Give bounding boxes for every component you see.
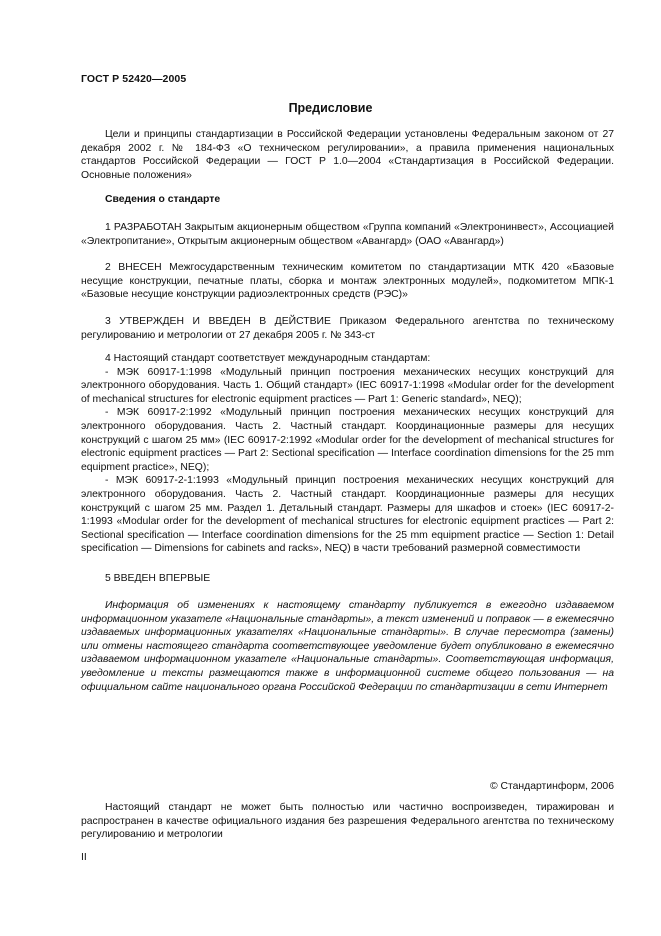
reproduction-notice-block [81,801,614,842]
page-number: II [81,852,87,863]
reproduction-notice: Настоящий стандарт не может быть полностью или частично воспроизведен, тиражирован и распространен в качестве официального издания без разрешения Федерального агентства по техническому регулированию и метрологии [81,802,614,841]
notice-paragraph: Информация об изменениях к настоящему стандарту публикуется в ежегодно издаваемом информационном указателе «Национальные стандарты», а текст изменений и поправок — в ежемесячно издаваемых информационных указателях «Национальные стандарты». В случае пересмотра (замены) или отмены настоящего стандарта соответствующее уведомление будет опубликовано в ежемесячно издаваемом информационном указателе «Национальные стандарты». Соответствующая информация, уведомление и тексты размещаются также в информационной системе общего пользования — на официальном сайте национального органа Российской Федерации по стандартизации в сети Интернет [81,600,614,693]
notice-block [81,599,614,694]
item-4-standard-1: - МЭК 60917-1:1998 «Модульный принцип построения механических несущих конструкций для электронного оборудования. Часть 1. Общий стандарт» (IEC 60917-1:1998 «Modular order for the development of mechanical structures for electronic equipment practices — Part 1: Generic standard», NEQ); [81,366,614,405]
item-2-block [81,261,614,302]
item-1-block [81,221,614,248]
item-5: 5 ВВЕДЕН ВПЕРВЫЕ [105,573,211,584]
standard-id-header: ГОСТ Р 52420—2005 [81,73,187,85]
page-title: Предисловие [288,101,373,115]
item-5-block [81,572,614,586]
info-heading: Сведения о стандарте [105,194,221,205]
item-3-block [81,315,614,342]
item-4-standard-3: - МЭК 60917-2-1:1993 «Модульный принцип построения механических несущих конструкций для электронного оборудования. Часть 2. Частный стандарт. Координационные размеры для несущих конструкций с шагом 25 мм. Раздел 1. Детальный стандарт. Размеры для шкафов и стоек» (IEC 60917-2-1:1993 «Modular order for the development of mechanical structures for electronic equipment practices — Part 2: Sectional specification — Interface coordination dimensions for the 25 mm equipment practice — Section 1: Detail specification — Dimensions for cabinets and racks», NEQ) в части требований размерной совместимости [81,475,614,555]
item-4-standard-2: - МЭК 60917-2:1992 «Модульный принцип построения механических несущих конструкций для электронного оборудования. Часть 2. Частный стандарт. Координационные размеры для несущих конструкций с шагом 25 мм» (IEC 60917-2:1992 «Modular order for the development of mechanical structures for electronic equipment practices — Part 2: Sectional specification — Interface coordination dimensions for the 25 mm equipment practice», NEQ); [81,407,614,473]
item-2: 2 ВНЕСЕН Межгосударственным техническим комитетом по стандартизации МТК 420 «Базовые несущие конструкции, печатные платы, сборка и монтаж электронных модулей», подкомитетом МПК-1 «Базовые несущие конструкции радиоэлектронных средств (РЭС)» [81,262,614,301]
copyright: © Стандартинформ, 2006 [489,781,614,792]
item-4-intro: 4 Настоящий стандарт соответствует международным стандартам: [105,353,431,364]
item-4-block [81,352,614,556]
item-3: 3 УТВЕРЖДЕН И ВВЕДЕН В ДЕЙСТВИЕ Приказом Федерального агентства по техническому регулированию и метрологии от 27 декабря 2005 г. № 343-ст [81,316,614,341]
intro-paragraph-block [81,128,614,182]
item-1: 1 РАЗРАБОТАН Закрытым акционерным обществом «Группа компаний «Электронинвест», Ассоциацией «Электропитание», Открытым акционерным обществом «Авангард» (ОАО «Авангард») [81,222,614,247]
intro-paragraph: Цели и принципы стандартизации в Российской Федерации установлены Федеральным законом от 27 декабря 2002 г. № 184-ФЗ «О техническом регулировании», а правила применения национальных стандартов Российской Федерации — ГОСТ Р 1.0—2004 «Стандартизация в Российской Федерации. Основные положения» [81,129,614,181]
